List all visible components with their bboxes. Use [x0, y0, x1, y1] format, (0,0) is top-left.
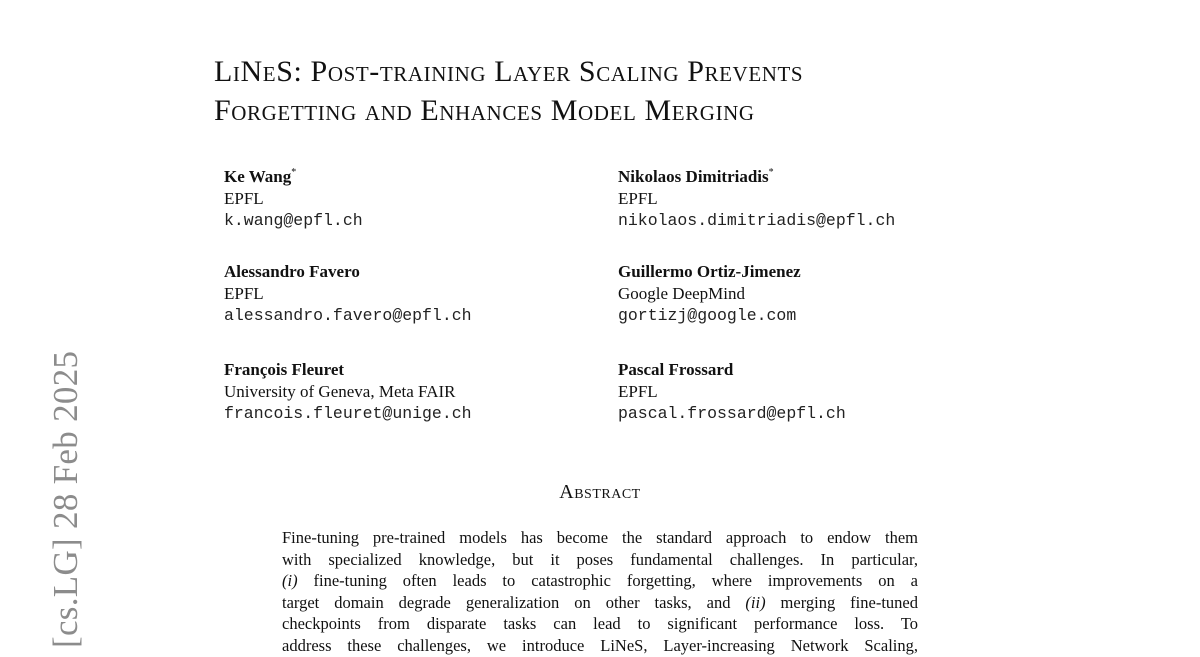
author-block-3: [224, 261, 472, 327]
abstract-line: Fine-tuning pre-trained models has become the standard approach to endow them: [282, 528, 918, 547]
enumeration-marker: (ii): [745, 592, 766, 612]
author-email[interactable]: gortizj@google.com: [618, 306, 797, 325]
author-email[interactable]: alessandro.favero@epfl.ch: [224, 306, 472, 325]
author-affiliation: Google DeepMind: [618, 284, 746, 303]
equal-contribution-mark: *: [291, 167, 297, 178]
author-affiliation: EPFL: [618, 189, 658, 208]
abstract-line: (i) fine-tuning often leads to catastrophic forgetting, where improvements on a: [282, 571, 918, 591]
author-name: Pascal Frossard: [618, 360, 734, 379]
author-name: Alessandro Favero: [224, 262, 360, 281]
paper-title-line-2: Forgetting and Enhances Model Merging: [214, 94, 755, 127]
author-name: François Fleuret: [224, 360, 345, 379]
arxiv-identifier-stamp: [cs.LG] 28 Feb 2025: [46, 350, 85, 648]
author-email[interactable]: k.wang@epfl.ch: [224, 211, 363, 230]
author-name: Ke Wang*: [224, 167, 297, 186]
abstract-line: checkpoints from disparate tasks can lead to significant performance loss. To: [282, 614, 918, 634]
author-block-2: [618, 162, 895, 232]
author-block-5: [224, 359, 472, 425]
author-block-4: [618, 261, 801, 327]
abstract-line: target domain degrade generalization on other tasks, and (ii) merging fine-tuned: [282, 592, 918, 612]
author-email[interactable]: pascal.frossard@epfl.ch: [618, 404, 846, 423]
author-email[interactable]: francois.fleuret@unige.ch: [224, 404, 472, 423]
abstract-body: [282, 527, 918, 657]
abstract-heading: Abstract: [559, 481, 641, 503]
author-affiliation: EPFL: [224, 284, 264, 303]
paper-title: [214, 52, 1114, 130]
author-name: Nikolaos Dimitriadis*: [618, 167, 774, 186]
author-affiliation: EPFL: [618, 382, 658, 401]
author-block-6: [618, 359, 846, 425]
author-name: Guillermo Ortiz-Jimenez: [618, 262, 801, 281]
enumeration-marker: (i): [282, 571, 298, 591]
equal-contribution-mark: *: [768, 167, 774, 178]
abstract-line: address these challenges, we introduce LiNeS, Layer-increasing Network Scaling,: [282, 635, 918, 655]
author-block-1: [224, 162, 363, 232]
author-affiliation: University of Geneva, Meta FAIR: [224, 382, 456, 401]
paper-title-line-1: LiNeS: Post-training Layer Scaling Prevents: [214, 55, 804, 88]
author-email[interactable]: nikolaos.dimitriadis@epfl.ch: [618, 211, 896, 230]
author-affiliation: EPFL: [224, 189, 264, 208]
abstract-line: with specialized knowledge, but it poses fundamental challenges. In particular,: [282, 549, 918, 569]
